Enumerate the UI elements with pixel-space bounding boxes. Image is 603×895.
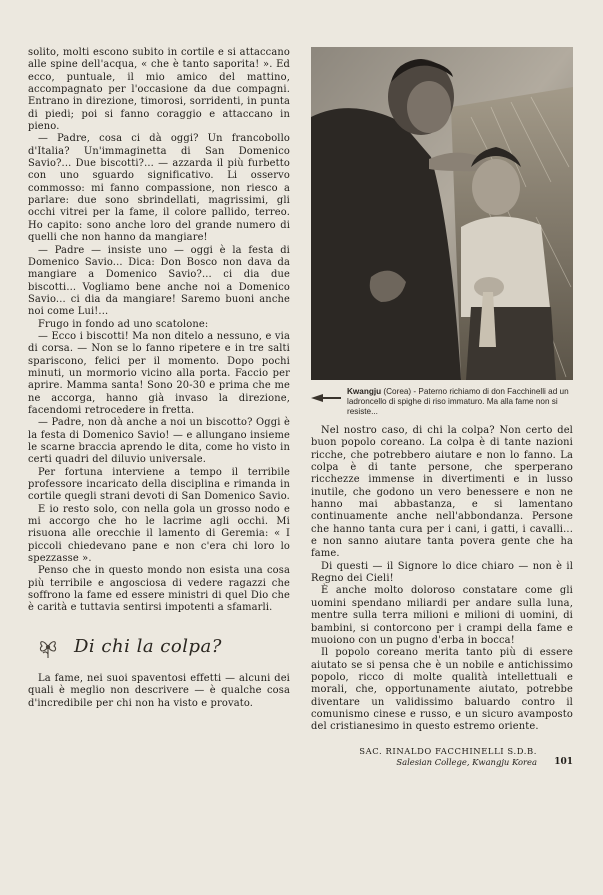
author-name: SAC. RINALDO FACCHINELLI S.D.B.	[359, 745, 537, 756]
flower-ornament-icon	[34, 635, 62, 659]
paragraph: solito, molti escono subito in cortile e si attaccano alle spine dell'acqua, « che è tanto saporita! ». Ed ecco, puntuale, il mio amico del mattino, accompagnato per l'occasione da due compagni. Entrano in direzione, timorosi, sorridenti, in punta di piedi; poi si fanno coraggio e attaccano in pieno.	[28, 47, 290, 133]
photo-image	[311, 47, 573, 380]
paragraph: Per fortuna interviene a tempo il terribile professore incaricato della disciplina e rimanda in cortile quegli strani devoti di San Domenico Savio.	[28, 466, 290, 503]
paragraph: La fame, nei suoi spaventosi effetti — alcuni dei quali è meglio non descrivere — è qualche cosa d'incredibile per chi non ha visto e provato.	[28, 672, 290, 709]
paragraph: — Padre, cosa ci dà oggi? Un francobollo d'Italia? Un'immaginetta di San Domenico Savio?... Due biscotti?... — azzarda il più furbetto con uno sguardo significativo. Li osservo commosso: mi fanno compassione, non riesco a parlare: due sono sbrindellati, magrissimi, gli occhi vitrei per la fame, il colore pallido, terreo. Ho capito: sono anche loro del grande numero di quelli che non hanno da mangiare!	[28, 133, 290, 244]
left-column	[28, 47, 290, 710]
paragraph: Penso che in questo mondo non esista una cosa più terribile e angosciosa di vedere ragazzi che soffrono la fame ed essere ministri di quel Dio che è carità e tuttavia sentirsi impotenti a sfamarli.	[28, 565, 290, 614]
paragraph: Nel nostro caso, di chi la colpa? Non certo del buon popolo coreano. La colpa è di tante nazioni ricche, che potrebbero aiutare e non lo fanno. La colpa è di tante persone, che sperperano ricchezze immense in divertimenti e in lusso inutile, che godono un vero benessere e non ne hanno mai abbastanza, e si lamentano continuamente anche nell'abbondanza. Persone che hanno tanta cura per i cani, i gatti, i cavalli... e non sanno aiutare tanta povera gente che ha fame.	[311, 425, 573, 560]
paragraph: E io resto solo, con nella gola un grosso nodo e mi accorgo che ho le lacrime agli occhi. Mi risuona alle orecchie il lamento di Geremia: « I piccoli chiedevano pane e non c'era chi loro lo spezzasse ».	[28, 503, 290, 565]
photo-caption	[311, 387, 573, 417]
paragraph: — Padre, non dà anche a noi un biscotto? Oggi è la festa di Domenico Savio! — e allungano insieme le scarne braccia aprendo le dita, come ho visto in certi quadri del diluvio universale.	[28, 417, 290, 466]
section-title: Di chi la colpa?	[74, 636, 222, 658]
paragraph: — Padre — insiste uno — oggi è la festa di Domenico Savio... Dica: Don Bosco non dava da mangiare a Domenico Savio?... ci dia due biscotti... Vogliamo bene anche noi a Domenico Savio... ci dia da mangiare! Saremo buoni anche noi come Lui!...	[28, 244, 290, 318]
paragraph: — Ecco i biscotti! Ma non ditelo a nessuno, e via di corsa. — Non se lo fanno ripetere e in tre salti spariscono, felici per il momento. Dopo pochi minuti, un mormorio vicino alla porta. Faccio per aprire. Mamma santa! Sono 20-30 e prima che me ne accorga, hanno già invaso la direzione, facendomi retrocedere in fretta.	[28, 330, 290, 416]
section-heading	[34, 635, 290, 659]
page-number: 101	[554, 756, 573, 767]
paragraph: Di questi — il Signore lo dice chiaro — non è il Regno dei Cieli!	[311, 560, 573, 585]
paragraph: Frugo in fondo ad uno scatolone:	[38, 318, 209, 330]
photo-priest-and-boy	[311, 47, 573, 380]
right-column	[311, 47, 573, 768]
caption-text: (Corea) - Paterno richiamo di don Facchinelli ad un ladroncello di spighe di riso immaturo. Ma alla fame non si resiste...	[347, 387, 569, 416]
paragraph: Il popolo coreano merita tanto più di essere aiutato se si pensa che è un nobile e antichissimo popolo, ricco di molte qualità intellettuali e morali, che, opportunamente aiutato, potrebbe diventare un validissimo baluardo contro il comunismo cinese e russo, e un sicuro avamposto del cristianesimo in questo estremo oriente.	[311, 647, 573, 733]
author-place: Salesian College, Kwangju Korea	[396, 756, 537, 767]
author-signature	[311, 746, 573, 768]
caption-location: Kwangju	[347, 387, 382, 396]
pointer-arrow-icon	[311, 393, 341, 403]
paragraph: È anche molto doloroso constatare come gli uomini spendano miliardi per andare sulla luna, mentre sulla terra milioni e milioni di uomini, di bambini, si contorcono per i crampi della fame e muoiono con un pugno d'erba in bocca!	[311, 585, 573, 646]
